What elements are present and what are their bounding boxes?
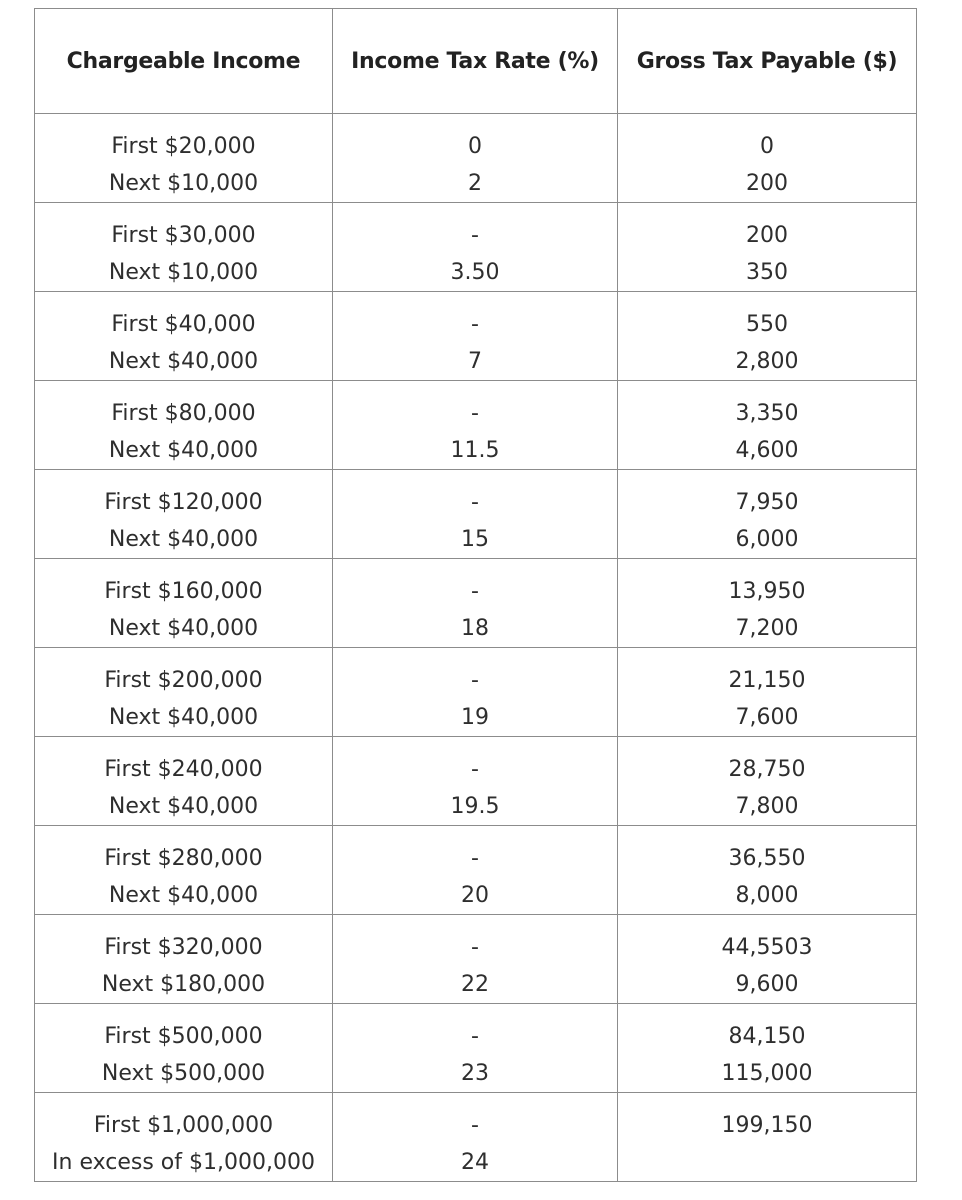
table-row [35, 114, 917, 203]
income-line-first: First $30,000 [111, 223, 256, 248]
rate-line-next: 23 [461, 1061, 489, 1086]
rate-line-next: 19.5 [450, 794, 500, 819]
rate-cell [333, 470, 618, 559]
rate-cell [333, 737, 618, 826]
tax-line-next: 6,000 [735, 527, 799, 552]
income-line-next: Next $40,000 [108, 349, 259, 374]
income-line-first: First $500,000 [104, 1024, 263, 1049]
tax-line-next [618, 1144, 916, 1181]
rate-line-next: 24 [461, 1150, 489, 1175]
tax-line-first: 0 [760, 134, 774, 159]
tax-cell [618, 559, 917, 648]
tax-cell [618, 826, 917, 915]
tax-rate-table-container [34, 8, 916, 1182]
tax-cell [618, 1004, 917, 1093]
income-cell [35, 114, 333, 203]
rate-line-first: - [471, 312, 479, 337]
rate-line-first: - [471, 757, 479, 782]
table-row [35, 381, 917, 470]
income-cell [35, 1093, 333, 1182]
rate-line-next: 2 [468, 171, 482, 196]
tax-line-next: 200 [746, 171, 788, 196]
rate-line-next: 20 [461, 883, 489, 908]
tax-cell [618, 470, 917, 559]
income-line-next: Next $40,000 [108, 705, 259, 730]
table-row [35, 292, 917, 381]
income-line-first: First $320,000 [104, 935, 263, 960]
income-line-next: Next $40,000 [108, 438, 259, 463]
tax-line-first: 44,5503 [721, 935, 813, 960]
rate-cell [333, 1004, 618, 1093]
rate-line-first: - [471, 490, 479, 515]
rate-cell [333, 1093, 618, 1182]
income-cell [35, 826, 333, 915]
rate-line-next: 7 [468, 349, 482, 374]
income-line-first: First $240,000 [104, 757, 263, 782]
table-row [35, 737, 917, 826]
rate-cell [333, 559, 618, 648]
tax-line-first: 28,750 [728, 757, 806, 782]
tax-cell [618, 292, 917, 381]
tax-cell [618, 648, 917, 737]
rate-line-first: - [471, 579, 479, 604]
tax-cell [618, 203, 917, 292]
table-row [35, 1093, 917, 1182]
income-line-next: Next $40,000 [108, 794, 259, 819]
income-line-first: First $20,000 [111, 134, 256, 159]
rate-line-next: 15 [461, 527, 489, 552]
table-row [35, 826, 917, 915]
header-gross-tax-payable: Gross Tax Payable ($) [618, 9, 917, 114]
income-line-first: First $1,000,000 [93, 1113, 274, 1138]
income-line-first: First $120,000 [104, 490, 263, 515]
tax-line-next: 7,800 [735, 794, 799, 819]
tax-line-next: 8,000 [735, 883, 799, 908]
rate-line-next: 11.5 [450, 438, 500, 463]
tax-line-next: 7,200 [735, 616, 799, 641]
table-row [35, 559, 917, 648]
tax-line-next: 2,800 [735, 349, 799, 374]
income-line-next: In excess of $1,000,000 [52, 1150, 315, 1175]
income-cell [35, 381, 333, 470]
rate-line-first: 0 [468, 134, 482, 159]
tax-line-next: 350 [746, 260, 788, 285]
income-cell [35, 559, 333, 648]
income-cell [35, 737, 333, 826]
income-line-next: Next $40,000 [108, 616, 259, 641]
rate-line-first: - [471, 223, 479, 248]
income-line-first: First $80,000 [111, 401, 256, 426]
rate-line-next: 18 [461, 616, 489, 641]
income-line-next: Next $180,000 [101, 972, 266, 997]
header-row [35, 9, 917, 114]
table-row [35, 915, 917, 1004]
rate-line-first: - [471, 935, 479, 960]
table-row [35, 203, 917, 292]
income-line-next: Next $40,000 [108, 883, 259, 908]
income-line-first: First $200,000 [104, 668, 263, 693]
income-cell [35, 915, 333, 1004]
tax-line-first: 13,950 [728, 579, 806, 604]
header-chargeable-income: Chargeable Income [35, 9, 333, 114]
tax-line-next: 7,600 [735, 705, 799, 730]
table-row [35, 1004, 917, 1093]
rate-cell [333, 292, 618, 381]
income-line-first: First $40,000 [111, 312, 256, 337]
header-income-tax-rate: Income Tax Rate (%) [333, 9, 618, 114]
tax-cell [618, 114, 917, 203]
rate-line-first: - [471, 1024, 479, 1049]
income-cell [35, 1004, 333, 1093]
rate-cell [333, 648, 618, 737]
tax-cell [618, 1093, 917, 1182]
income-cell [35, 470, 333, 559]
tax-line-first: 7,950 [735, 490, 799, 515]
income-line-next: Next $10,000 [108, 171, 259, 196]
tax-rate-table [34, 8, 917, 1182]
rate-line-next: 22 [461, 972, 489, 997]
tax-cell [618, 915, 917, 1004]
rate-cell [333, 114, 618, 203]
income-cell [35, 292, 333, 381]
tax-line-first: 199,150 [721, 1113, 813, 1138]
tax-line-next: 4,600 [735, 438, 799, 463]
tax-cell [618, 737, 917, 826]
tax-line-first: 84,150 [728, 1024, 806, 1049]
table-row [35, 470, 917, 559]
income-line-next: Next $10,000 [108, 260, 259, 285]
tax-line-first: 36,550 [728, 846, 806, 871]
income-line-first: First $160,000 [104, 579, 263, 604]
table-row [35, 648, 917, 737]
income-line-next: Next $40,000 [108, 527, 259, 552]
tax-line-first: 550 [746, 312, 788, 337]
rate-line-next: 19 [461, 705, 489, 730]
rate-line-first: - [471, 668, 479, 693]
rate-line-first: - [471, 401, 479, 426]
tax-line-next: 9,600 [735, 972, 799, 997]
tax-cell [618, 381, 917, 470]
table-body [35, 114, 917, 1182]
rate-line-first: - [471, 1113, 479, 1138]
tax-line-first: 200 [746, 223, 788, 248]
income-line-first: First $280,000 [104, 846, 263, 871]
rate-line-first: - [471, 846, 479, 871]
tax-line-next: 115,000 [721, 1061, 813, 1086]
income-cell [35, 203, 333, 292]
tax-line-first: 21,150 [728, 668, 806, 693]
rate-cell [333, 826, 618, 915]
income-line-next: Next $500,000 [101, 1061, 266, 1086]
tax-line-first: 3,350 [735, 401, 799, 426]
rate-cell [333, 915, 618, 1004]
income-cell [35, 648, 333, 737]
rate-cell [333, 381, 618, 470]
rate-line-next: 3.50 [450, 260, 500, 285]
rate-cell [333, 203, 618, 292]
